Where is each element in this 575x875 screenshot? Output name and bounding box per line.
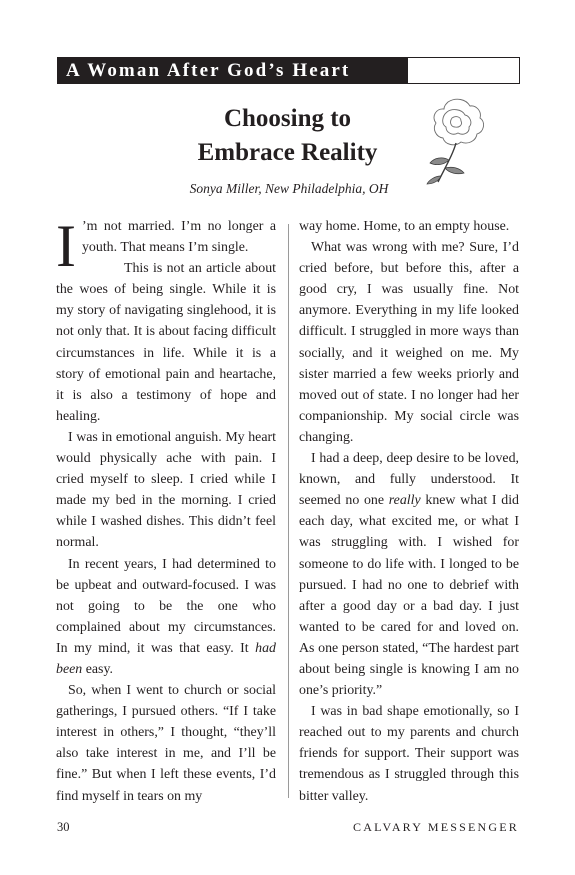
paragraph <box>56 554 276 681</box>
section-banner-label: A Woman After God’s Heart <box>58 58 408 83</box>
drop-cap: I <box>56 213 76 279</box>
paragraph <box>56 213 276 279</box>
paragraph: I was in emotional anguish. My heart would physically ache with pain. I cried myself to sleep. I cried while I made my bed in the morning. I cried while I washed dishes. This didn’t feel normal. <box>56 429 276 551</box>
paragraph: way home. Home, to an empty house. <box>299 219 510 234</box>
emphasis-text: really <box>388 493 421 509</box>
paragraph: I was in bad shape emotionally, so I reached out to my parents and church friends for support. Their support was tremendous as I struggled through this bitter valley. <box>299 704 519 804</box>
flower-icon <box>418 96 490 188</box>
paragraph: This is not an article about the woes of being single. While it is my story of navigating singlehood, it is not only that. It is about facing difficult circumstances in life. While it is a story of emotional pain and heartache, it is also a testimony of hope and healing. <box>56 261 276 424</box>
emphasis-text: had been <box>56 640 276 677</box>
page-number: 30 <box>57 820 70 834</box>
paragraph-text: I had a deep, deep desire to be loved, known, and fully understood. It seemed no one <box>299 451 519 509</box>
column-divider <box>288 224 289 798</box>
paragraph-text: knew what I did each day, what excited me, or what I was struggling with. I wished for someone to do life with. I longed to be pursued. I had no one to debrief with after a good day or a bad day. I just wanted to be cared for and loved on. As one person stated, “The hardest part about being single is knowing I am no one’s priority.” <box>299 493 519 699</box>
article-column-right <box>299 216 519 807</box>
section-banner <box>57 57 520 84</box>
article-title-line-2: Embrace Reality <box>197 139 378 166</box>
paragraph-text: easy. <box>82 661 113 677</box>
article-byline: Sonya Miller, New Philadelphia, OH <box>189 181 389 196</box>
article-title-line-1: Choosing to <box>223 105 352 132</box>
paragraph: What was wrong with me? Sure, I’d cried before, but before this, after a good cry, I was usually fine. Not anymore. Everything in my life looked difficult. I struggled in more ways than socially, and it weighed on me. My sister married a few weeks priorly and moved out of state. I no longer had her companionship. My social circle was changing. <box>299 240 519 445</box>
paragraph: So, when I went to church or social gatherings, I pursued others. “If I take interest in others,” I thought, “they’ll also take interest in me, and I’ll be fine.” But when I left these events, I’d find myself in tears on my <box>56 683 276 804</box>
paragraph <box>299 448 519 701</box>
article-column-left <box>56 213 276 807</box>
paragraph-text: In recent years, I had determined to be upbeat and outward-focused. I was not going to be the one who complained about my circumstances. In my mind, it was that easy. It <box>56 556 276 656</box>
article-title <box>170 102 405 170</box>
paragraph-text: ’m not married. I’m no longer a youth. That means I’m single. <box>81 219 276 256</box>
magazine-name: CALVARY MESSENGER <box>353 820 519 834</box>
